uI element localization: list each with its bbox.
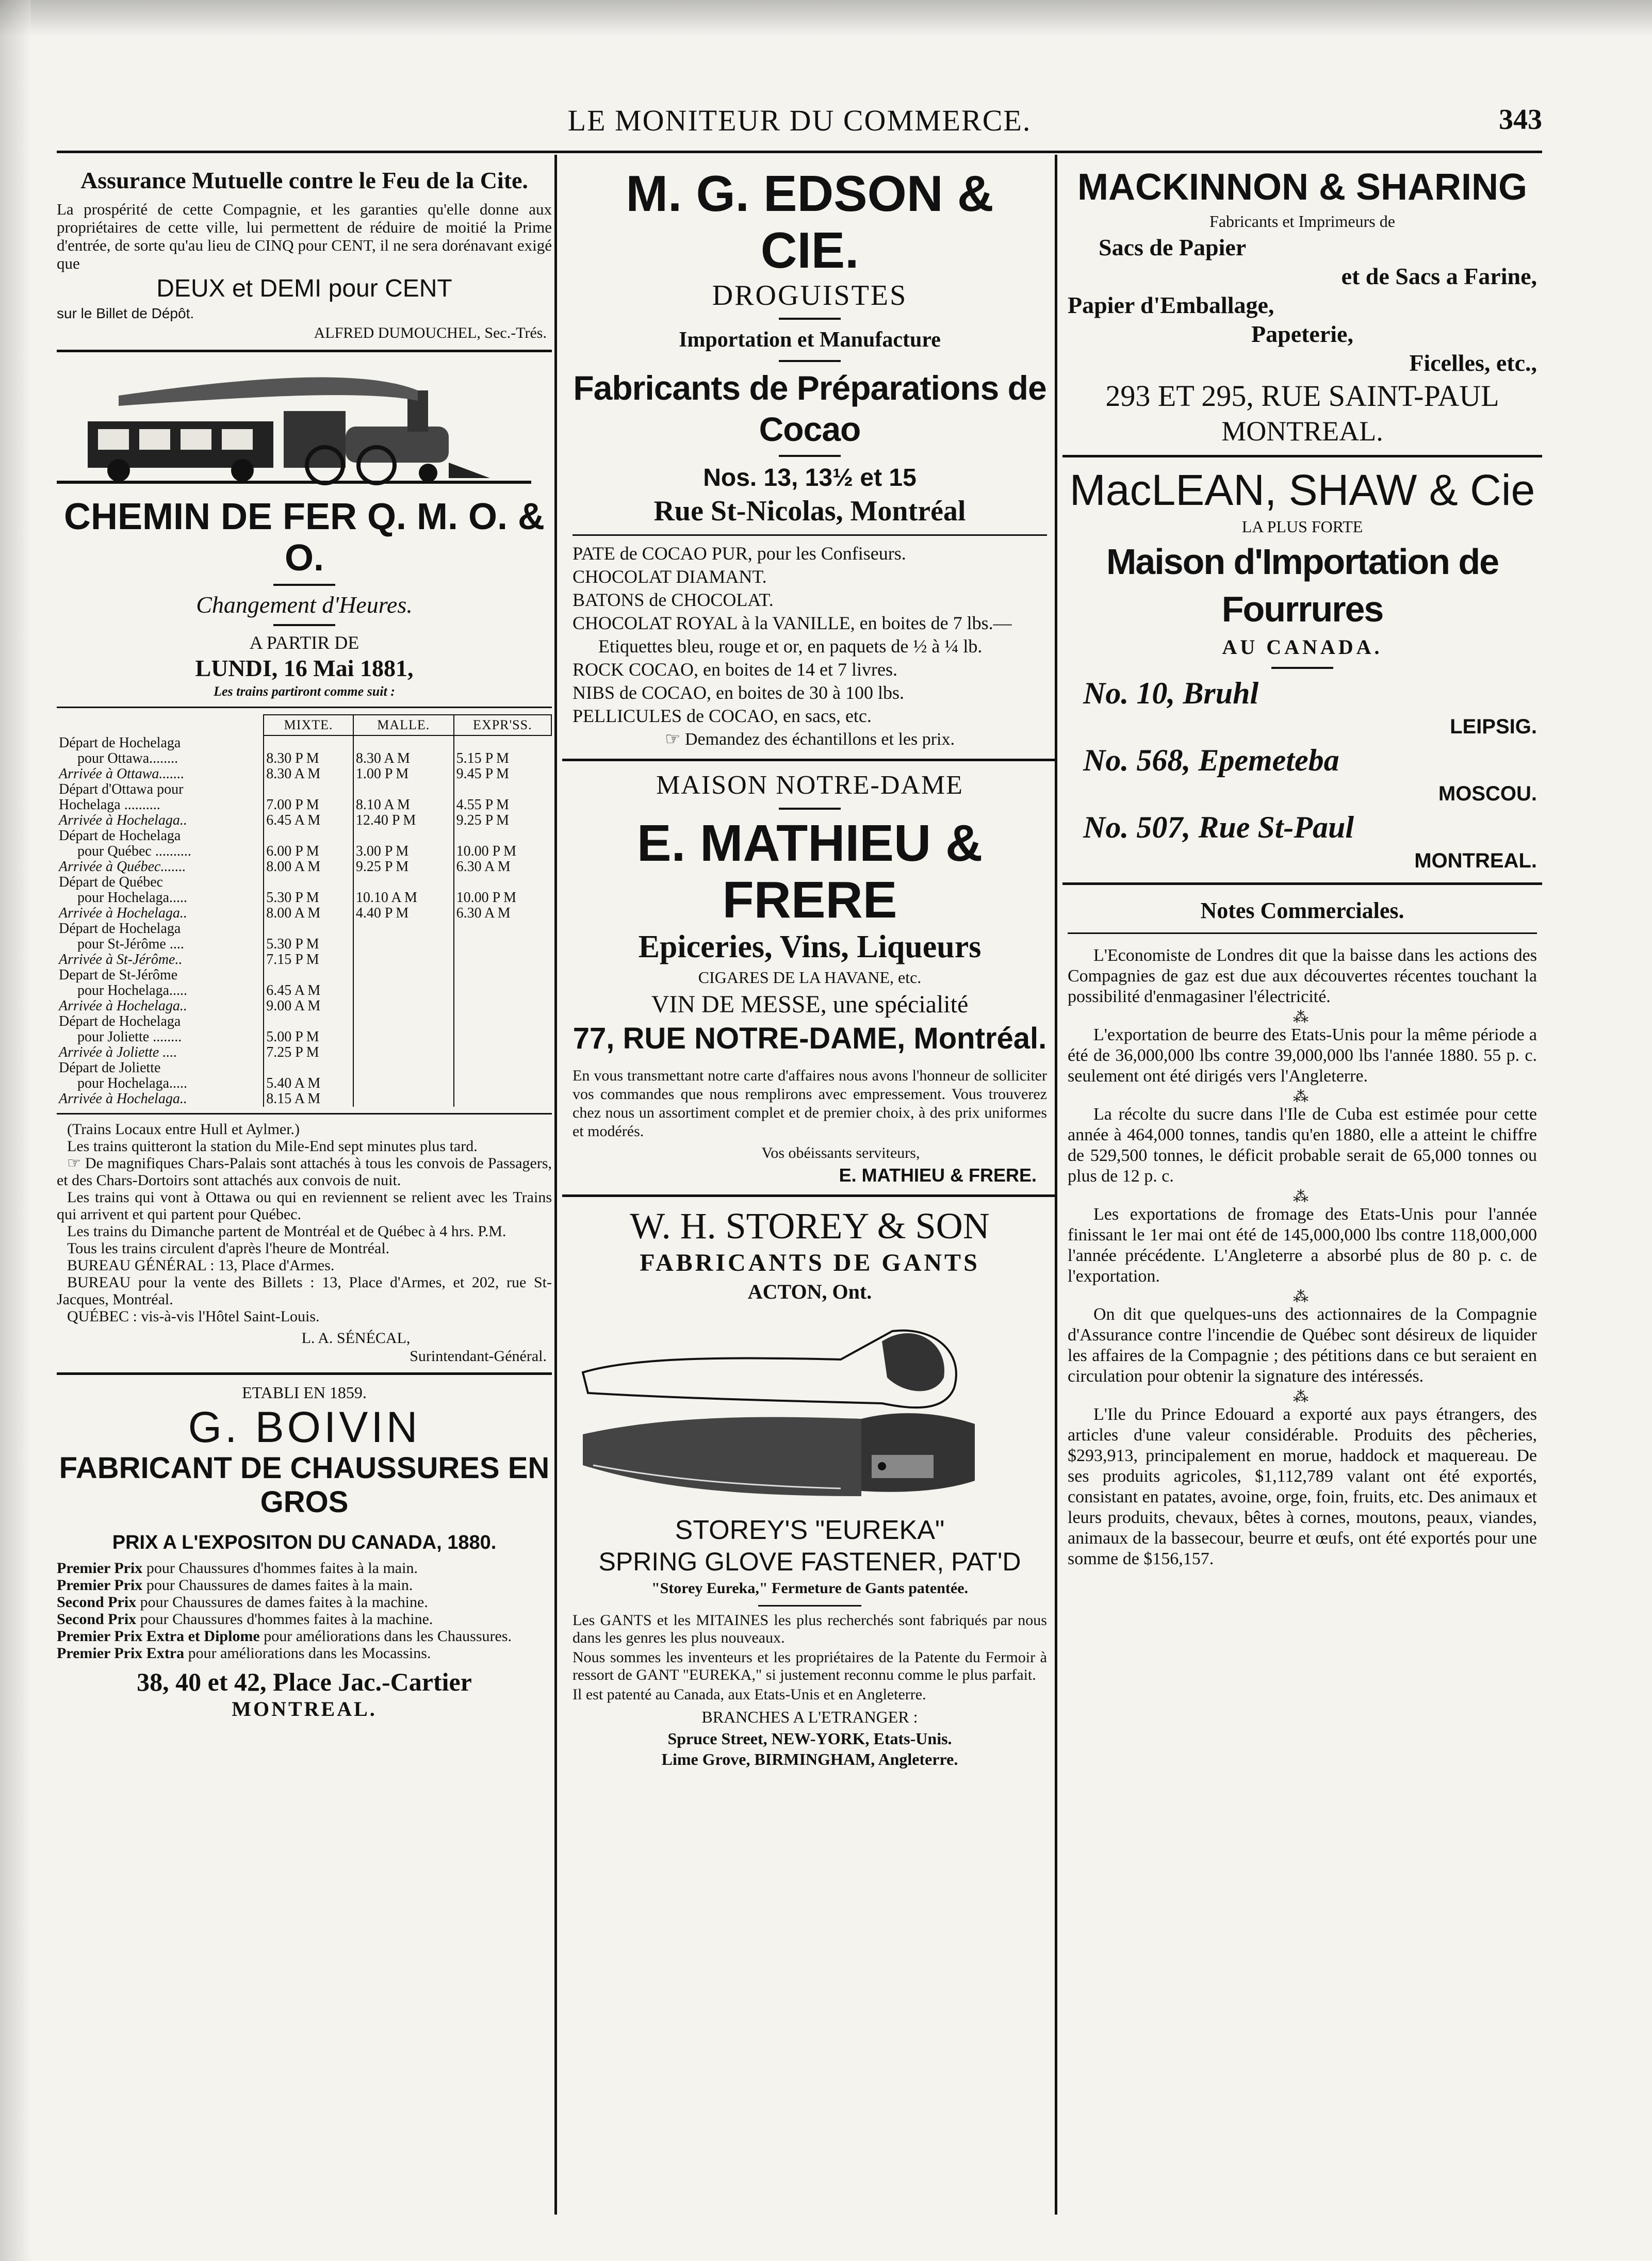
timetable-time: 3.00 P M [353, 844, 454, 859]
divider [573, 534, 1047, 536]
storey-ad [562, 1204, 1057, 1770]
maclean-branches [1068, 674, 1537, 875]
timetable-time [264, 968, 353, 983]
timetable-row [57, 751, 551, 766]
timetable-time [454, 998, 551, 1014]
timetable-station: pour Hochelaga..... [77, 1075, 188, 1091]
storey-body-3: Il est patenté au Canada, aux Etats-Unis et en Angleterre. [573, 1686, 926, 1703]
timetable-time [264, 735, 353, 751]
assurance-suffix: sur le Billet de Dépôt. [57, 305, 194, 321]
page-edge-shadow-left [0, 0, 31, 2261]
timetable-time: 9.25 P M [454, 813, 551, 828]
timetable-row [57, 782, 551, 797]
timetable-row [57, 952, 551, 968]
assurance-title: Assurance Mutuelle contre le Feu de la Cite. [80, 167, 528, 193]
edson-numbers: Nos. 13, 13½ et 15 [703, 464, 917, 491]
branch-address: No. 568, Epemeteba [1083, 743, 1339, 777]
timetable-station: Arrivée à Joliette .... [59, 1044, 177, 1060]
prize-label: Second Prix [57, 1611, 137, 1628]
timetable-row [57, 1060, 551, 1076]
prize-text: pour Chaussures d'hommes faites à la main. [142, 1560, 418, 1577]
railway-note-item: QUÉBEC : vis-à-vis l'Hôtel Saint-Louis. [67, 1308, 320, 1325]
timetable-time [454, 921, 551, 937]
timetable-station: Départ de Hochelaga [59, 921, 181, 937]
product-item: ROCK COCAO, en boites de 14 et 7 livres. [573, 659, 897, 680]
timetable-row [57, 766, 551, 782]
prize-label: Premier Prix Extra et Diplome [57, 1628, 260, 1645]
prize-text: pour améliorations dans les Chaussures. [259, 1628, 512, 1645]
edson-samples [573, 728, 1047, 751]
timetable-row [57, 797, 551, 813]
timetable-time: 5.40 A M [264, 1076, 353, 1091]
divider [1062, 455, 1542, 457]
timetable-row [57, 875, 551, 890]
mackinnon-line-5: Ficelles, etc., [1409, 350, 1537, 376]
timetable-station: pour Hochelaga..... [77, 982, 188, 998]
timetable-time: 9.45 P M [454, 766, 551, 782]
edson-trade: DROGUISTES [712, 280, 908, 312]
note-paragraph: Les exportations de fromage des Etats-Unis pour l'année finissant le 1er mai ont été de 145,000,000 lbs contre 118,000,000 l'année précédente. L'Angleterre a absorbé plus de 80 p. c. de l'exportation. [1068, 1205, 1537, 1286]
boivin-ad [57, 1382, 552, 1722]
railway-signature-title: Surintendant-Général. [410, 1348, 547, 1365]
divider [273, 584, 335, 586]
timetable-time [353, 828, 454, 844]
mackinnon-name: MACKINNON & SHARING [1077, 167, 1527, 208]
timetable-row [57, 813, 551, 828]
timetable-station: Départ d'Ottawa pour [59, 781, 184, 797]
maclean-sub: LA PLUS FORTE [1241, 517, 1363, 536]
mathieu-body: En vous transmettant notre carte d'affaires nous avons l'honneur de solliciter vos commandes que nous remplirons avec empressement. Vous trouverez chez nous un assortiment complet et de premier choix, à des prix uniformes et modérés. [573, 1067, 1047, 1140]
timetable-time: 7.25 P M [264, 1045, 353, 1060]
asterism-icon: ⁂ [1293, 1188, 1312, 1205]
divider [758, 1605, 861, 1607]
timetable-time [353, 983, 454, 998]
railway-note-item: BUREAU pour la vente des Billets : 13, Place d'Armes, et 202, rue St-Jacques, Montréal. [57, 1274, 552, 1308]
train-timetable [57, 714, 552, 1107]
notes-title: Notes Commerciales. [1200, 898, 1404, 923]
prize-text: pour améliorations dans les Mocassins. [184, 1645, 431, 1662]
timetable-time [353, 735, 454, 751]
mathieu-trade: Epiceries, Vins, Liqueurs [638, 929, 982, 964]
edson-street: Rue St-Nicolas, Montréal [653, 495, 966, 527]
prize-label: Premier Prix [57, 1560, 143, 1577]
boivin-city: MONTREAL. [232, 1697, 377, 1721]
timetable-time: 7.15 P M [264, 952, 353, 968]
asterism-icon: ⁂ [1293, 1288, 1312, 1305]
timetable-row [57, 1076, 551, 1091]
timetable-time: 6.00 P M [264, 844, 353, 859]
column-2 [562, 155, 1057, 2215]
prize-item [57, 1594, 552, 1611]
timetable-time: 6.45 A M [264, 813, 353, 828]
product-item: CHOCOLAT ROYAL à la VANILLE, en boites de 7 lbs.—Etiquettes bleu, rouge et or, en paquets de ½ à ¼ lb. [573, 613, 1012, 657]
timetable-header-cell [57, 715, 264, 735]
timetable-row [57, 1014, 551, 1029]
storey-city: ACTON, Ont. [747, 1280, 872, 1303]
timetable-time [353, 1091, 454, 1107]
divider [1068, 932, 1537, 934]
divider [57, 1113, 552, 1115]
boivin-trade: FABRICANT DE CHAUSSURES EN GROS [59, 1451, 550, 1519]
railway-note-item: Tous les trains circulent d'après l'heure de Montréal. [67, 1240, 390, 1257]
timetable-row [57, 906, 551, 921]
timetable-station: Départ de Joliette [59, 1060, 161, 1076]
railway-title: CHEMIN DE FER Q. M. O. & O. [63, 496, 545, 579]
mathieu-name: E. MATHIEU & FRERE [636, 814, 983, 929]
product-item: NIBS de COCAO, en boites de 30 à 100 lbs. [573, 682, 904, 703]
timetable-time [353, 952, 454, 968]
divider [57, 707, 552, 708]
railway-signature-name: L. A. SÉNÉCAL, [301, 1330, 411, 1347]
railway-note-item: (Trains Locaux entre Hull et Aylmer.) [67, 1121, 300, 1138]
mackinnon-line-2: et de Sacs a Farine, [1341, 263, 1537, 289]
timetable-station: Départ de Québec [59, 874, 163, 890]
timetable-station: Arrivée à Ottawa....... [59, 766, 185, 782]
divider [57, 350, 552, 352]
divider [562, 759, 1057, 761]
timetable-row [57, 828, 551, 844]
page-edge-shadow [0, 0, 1652, 36]
timetable-station: Départ de Hochelaga [59, 1013, 181, 1029]
boivin-prizes [57, 1560, 552, 1662]
prize-text: pour Chaussures de dames faites à la machine. [136, 1594, 428, 1611]
header-rule [57, 151, 1542, 153]
branch-city: MONTREAL. [1414, 849, 1537, 872]
timetable-time [264, 921, 353, 937]
prize-text: pour Chaussures de dames faites à la main. [142, 1577, 413, 1594]
timetable-time: 8.30 A M [264, 766, 353, 782]
locomotive-illustration [57, 365, 531, 488]
timetable-time [353, 1045, 454, 1060]
timetable-time [353, 998, 454, 1014]
mackinnon-sub: Fabricants et Imprimeurs de [1209, 212, 1395, 231]
note-paragraph: La récolte du sucre dans l'Ile de Cuba est estimée pour cette année à 464,000 tonnes, tandis qu'en 1880, elle a atteint le chiffre de 529,500 tonnes, le déficit probable serait de 65,000 tonnes ou plus de 12 p. c. [1068, 1105, 1537, 1186]
mathieu-closing: Vos obéissants serviteurs, [761, 1144, 920, 1161]
timetable-time: 8.00 A M [264, 859, 353, 875]
newspaper-title: LE MONITEUR DU COMMERCE. [567, 104, 1032, 137]
timetable-station: pour Joliette ........ [77, 1029, 182, 1045]
timetable-time [454, 1091, 551, 1107]
divider [779, 455, 841, 457]
timetable-row [57, 844, 551, 859]
mackinnon-line-3: Papier d'Emballage, [1068, 292, 1274, 318]
mathieu-address: 77, RUE NOTRE-DAME, Montréal. [573, 1022, 1047, 1055]
branch-address: No. 10, Bruhl [1083, 676, 1259, 710]
note-paragraph: L'Ile du Prince Edouard a exporté aux pays étrangers, des articles d'une valeur considérable. Produits des pêcheries, $293,913, principalement en morue, haddock et maquereau. De ses produits agricoles, $1,112,789 valant ont été exportés, consistant en patates, avoine, orge, foin, fruits, etc. Des animaux et leurs produits, chevaux, bêtes à cornes, moutons, peaux, viandes, animaux de la bassecour, beurre et œufs, ont été exportés pour une somme de $156,157. [1068, 1405, 1537, 1568]
timetable-time: 10.10 A M [353, 890, 454, 906]
asterism-icon: ⁂ [1293, 1088, 1312, 1105]
page-number: 343 [1499, 104, 1542, 136]
prize-label: Premier Prix Extra [57, 1645, 185, 1662]
prize-item [57, 1560, 552, 1577]
storey-caption: "Storey Eureka," Fermeture de Gants patentée. [651, 1580, 969, 1597]
mackinnon-city: MONTREAL. [1221, 416, 1383, 447]
timetable-time [454, 983, 551, 998]
product-item: PATE de COCAO PUR, pour les Confiseurs. [573, 543, 906, 564]
timetable-station: Départ de Hochelaga [59, 828, 181, 844]
timetable-time [454, 968, 551, 983]
timetable-time: 6.30 A M [454, 906, 551, 921]
product-item: CHOCOLAT DIAMANT. [573, 566, 767, 587]
timetable-time: 12.40 P M [353, 813, 454, 828]
timetable-station: Arrivée à Hochelaga.. [59, 812, 187, 828]
timetable-time: 5.00 P M [264, 1029, 353, 1045]
timetable-time: 8.30 A M [353, 751, 454, 766]
timetable-row [57, 1029, 551, 1045]
glove-illustration [573, 1310, 1026, 1506]
timetable-time [353, 782, 454, 797]
notes-section [1062, 895, 1542, 1569]
prize-text: pour Chaussures d'hommes faites à la machine. [136, 1611, 433, 1628]
timetable-station: pour Québec .......... [77, 843, 191, 859]
storey-branch-2: Lime Grove, BIRMINGHAM, Angleterre. [661, 1750, 958, 1768]
storey-body-2: Nous sommes les inventeurs et les propriétaires de la Patente du Fermoir à ressort de GANT "EUREKA," si justement reconnu comme le plus parfait. [573, 1649, 1047, 1683]
storey-body-1: Les GANTS et les MITAINES les plus recherchés sont fabriqués par nous dans les genres les plus nouveaux. [573, 1612, 1047, 1646]
timetable-time [454, 782, 551, 797]
timetable-time [353, 1060, 454, 1076]
notes-items [1068, 945, 1537, 1569]
timetable-time [353, 1029, 454, 1045]
maclean-ad [1062, 465, 1542, 875]
timetable-station: Arrivée à Hochelaga.. [59, 998, 187, 1014]
timetable-row [57, 890, 551, 906]
prize-item [57, 1577, 552, 1594]
timetable-time: 1.00 P M [353, 766, 454, 782]
timetable-time [454, 1045, 551, 1060]
timetable-time [454, 1076, 551, 1091]
timetable-row [57, 983, 551, 998]
railway-ad [57, 359, 552, 1365]
assurance-body: La prospérité de cette Compagnie, et les garanties qu'elle donne aux propriétaires de cette ville, lui permettent de réduire de moitié la Prime d'entrée, de sorte qu'au lieu de CINQ pour CENT, il ne sera dorénavant exigé que [57, 200, 552, 272]
railway-note-item: ☞ De magnifiques Chars-Palais sont attachés à tous les convois de Passagers, et des Chars-Dortoirs sont attachés aux convois de nuit. [57, 1155, 552, 1189]
timetable-time [454, 937, 551, 952]
mathieu-wine: VIN DE MESSE, une spécialité [651, 991, 969, 1018]
divider [779, 318, 841, 320]
boivin-prize-title: PRIX A L'EXPOSITON DU CANADA, 1880. [112, 1532, 497, 1553]
divider [1271, 667, 1333, 669]
timetable-time [264, 1014, 353, 1029]
timetable-header-cell: EXPR'SS. [454, 715, 551, 735]
edson-sub: Importation et Manufacture [679, 328, 941, 352]
note-paragraph: L'Economiste de Londres dit que la baisse dans les actions des Compagnies de gaz est due aux découvertes récentes touchant la possibilité d'enmagasiner l'électricité. [1068, 946, 1537, 1006]
storey-branch-1: Spruce Street, NEW-YORK, Etats-Unis. [667, 1729, 952, 1748]
page-header [57, 103, 1542, 144]
edson-ad [562, 165, 1057, 751]
timetable-station: pour St-Jérôme .... [77, 936, 184, 952]
assurance-highlight: DEUX et DEMI pour CENT [156, 275, 452, 302]
edson-samples-text: Demandez des échantillons et les prix. [684, 730, 955, 749]
note-paragraph: On dit que quelques-uns des actionnaires de la Compagnie d'Assurance contre l'incendie de Québec sont désireux de liquider les affaires de la Compagnie ; des pétitions dans ce but seraient en circulation pour obtenir la signature des intéressés. [1068, 1305, 1537, 1386]
mathieu-cigars: CIGARES DE LA HAVANE, etc. [698, 968, 922, 987]
prize-item [57, 1645, 552, 1662]
note-paragraph: L'exportation de beurre des Etats-Unis pour la même période a été de 36,000,000 lbs contre 39,000,000 lbs l'année 1880. 55 p. c. seulement ont été dirigés vers l'Angleterre. [1068, 1025, 1537, 1086]
timetable-time: 6.30 A M [454, 859, 551, 875]
prize-label: Premier Prix [57, 1577, 143, 1594]
railway-note: Les trains partiront comme suit : [214, 684, 395, 699]
mathieu-house: MAISON NOTRE-DAME [656, 771, 963, 800]
timetable-time: 10.00 P M [454, 890, 551, 906]
timetable-time: 5.30 P M [264, 890, 353, 906]
timetable-station: pour Ottawa........ [77, 750, 178, 766]
divider [57, 1372, 552, 1375]
prize-item [57, 1628, 552, 1645]
column-1 [57, 155, 552, 2215]
prize-label: Second Prix [57, 1594, 137, 1611]
storey-name: W. H. STOREY & SON [630, 1205, 990, 1247]
mackinnon-ad [1062, 165, 1542, 448]
timetable-row [57, 937, 551, 952]
timetable-time: 7.00 P M [264, 797, 353, 813]
timetable-time [353, 1014, 454, 1029]
column-rule-1 [554, 155, 557, 2215]
timetable-body [57, 735, 551, 1107]
timetable-row [57, 998, 551, 1014]
storey-product: SPRING GLOVE FASTENER, PAT'D [598, 1547, 1021, 1576]
boivin-address: 38, 40 et 42, Place Jac.-Cartier [137, 1667, 472, 1696]
timetable-time [353, 1076, 454, 1091]
product-item: BATONS de CHOCOLAT. [573, 589, 774, 610]
timetable-row [57, 1091, 551, 1107]
timetable-time [353, 875, 454, 890]
timetable-time [454, 735, 551, 751]
branch-address: No. 507, Rue St-Paul [1083, 810, 1354, 844]
maclean-country: AU CANADA. [1222, 635, 1383, 659]
timetable-time [454, 1060, 551, 1076]
timetable-time [264, 828, 353, 844]
timetable-time: 9.25 P M [353, 859, 454, 875]
timetable-time: 5.15 P M [454, 751, 551, 766]
timetable-station: Hochelaga .......... [59, 797, 160, 813]
branch-city: MOSCOU. [1438, 782, 1537, 805]
timetable-header-cell: MIXTE. [264, 715, 353, 735]
timetable-time [353, 921, 454, 937]
railway-from: A PARTIR DE [249, 632, 359, 653]
column-3 [1062, 155, 1542, 2215]
maclean-name: MacLEAN, SHAW & Cie [1069, 466, 1535, 514]
timetable-header [57, 715, 551, 735]
storey-trade: FABRICANTS DE GANTS [640, 1249, 980, 1276]
mackinnon-line-4: Papeterie, [1251, 321, 1353, 347]
divider [779, 360, 841, 362]
prize-item [57, 1611, 552, 1628]
asterism-icon: ⁂ [1293, 1009, 1312, 1026]
timetable-row [57, 859, 551, 875]
railway-note-item: BUREAU GÉNÉRAL : 13, Place d'Armes. [67, 1257, 335, 1274]
timetable-station: Arrivée à Hochelaga.. [59, 905, 187, 921]
timetable-row [57, 735, 551, 751]
divider [779, 808, 841, 810]
assurance-signature: ALFRED DUMOUCHEL, Sec.-Trés. [314, 324, 547, 341]
mackinnon-address: 293 ET 295, RUE SAINT-PAUL [1105, 379, 1499, 413]
timetable-time [454, 1014, 551, 1029]
timetable-time [353, 937, 454, 952]
timetable-time: 8.15 A M [264, 1091, 353, 1107]
timetable-row [57, 1045, 551, 1060]
timetable-station: Arrivée à Hochelaga.. [59, 1091, 187, 1107]
divider [273, 624, 335, 626]
edson-name: M. G. EDSON & CIE. [626, 165, 994, 278]
storey-branches-title: BRANCHES A L'ETRANGER : [701, 1708, 918, 1726]
maclean-headline: Maison d'Importation de Fourrures [1106, 542, 1499, 629]
railway-subtitle: Changement d'Heures. [196, 592, 413, 618]
timetable-station: Depart de St-Jérôme [59, 967, 178, 983]
timetable-row [57, 968, 551, 983]
boivin-name: G. BOIVIN [188, 1403, 421, 1451]
divider [562, 1194, 1057, 1197]
timetable-time [454, 952, 551, 968]
timetable-time: 4.40 P M [353, 906, 454, 921]
boivin-established: ETABLI EN 1859. [242, 1383, 367, 1402]
storey-brand: STOREY'S "EUREKA" [675, 1515, 945, 1545]
timetable-time [353, 968, 454, 983]
timetable-time [454, 875, 551, 890]
timetable-time: 8.00 A M [264, 906, 353, 921]
assurance-ad [57, 167, 552, 342]
timetable-time [264, 1060, 353, 1076]
railway-note-item: Les trains qui vont à Ottawa ou qui en reviennent se relient avec les Trains qui arrivent et qui partent pour Québec. [57, 1189, 552, 1223]
railway-notes [57, 1121, 552, 1325]
railway-note-item: Les trains quitteront la station du Mile-End sept minutes plus tard. [67, 1138, 478, 1155]
edson-specialty: Fabricants de Préparations de Cocao [573, 369, 1046, 448]
divider [1062, 882, 1542, 885]
timetable-time: 5.30 P M [264, 937, 353, 952]
mathieu-ad [562, 768, 1057, 1187]
timetable-time: 8.10 A M [353, 797, 454, 813]
edson-products [573, 542, 1047, 728]
pointing-hand-icon: ☞ [664, 730, 681, 749]
product-item: PELLICULES de COCAO, en sacs, etc. [573, 706, 872, 726]
timetable-header-cell: MALLE. [353, 715, 454, 735]
timetable-station: Arrivée à Québec....... [59, 859, 186, 875]
railway-date: LUNDI, 16 Mai 1881, [195, 655, 414, 681]
timetable-time: 10.00 P M [454, 844, 551, 859]
branch-city: LEIPSIG. [1450, 715, 1537, 738]
timetable-time: 6.45 A M [264, 983, 353, 998]
timetable-time [264, 875, 353, 890]
timetable-time: 9.00 A M [264, 998, 353, 1014]
timetable-station: Arrivée à St-Jérôme.. [59, 952, 183, 968]
mathieu-signature: E. MATHIEU & FRERE. [839, 1165, 1037, 1186]
mackinnon-line-1: Sacs de Papier [1099, 234, 1247, 260]
railway-note-item: Les trains du Dimanche partent de Montréal et de Québec à 4 hrs. P.M. [67, 1223, 506, 1240]
timetable-row [57, 921, 551, 937]
timetable-station: Départ de Hochelaga [59, 735, 181, 751]
timetable-time [454, 1029, 551, 1045]
timetable-time [454, 828, 551, 844]
timetable-station: pour Hochelaga..... [77, 890, 188, 906]
timetable-time [264, 782, 353, 797]
timetable-time: 8.30 P M [264, 751, 353, 766]
asterism-icon: ⁂ [1293, 1388, 1312, 1405]
timetable-time: 4.55 P M [454, 797, 551, 813]
